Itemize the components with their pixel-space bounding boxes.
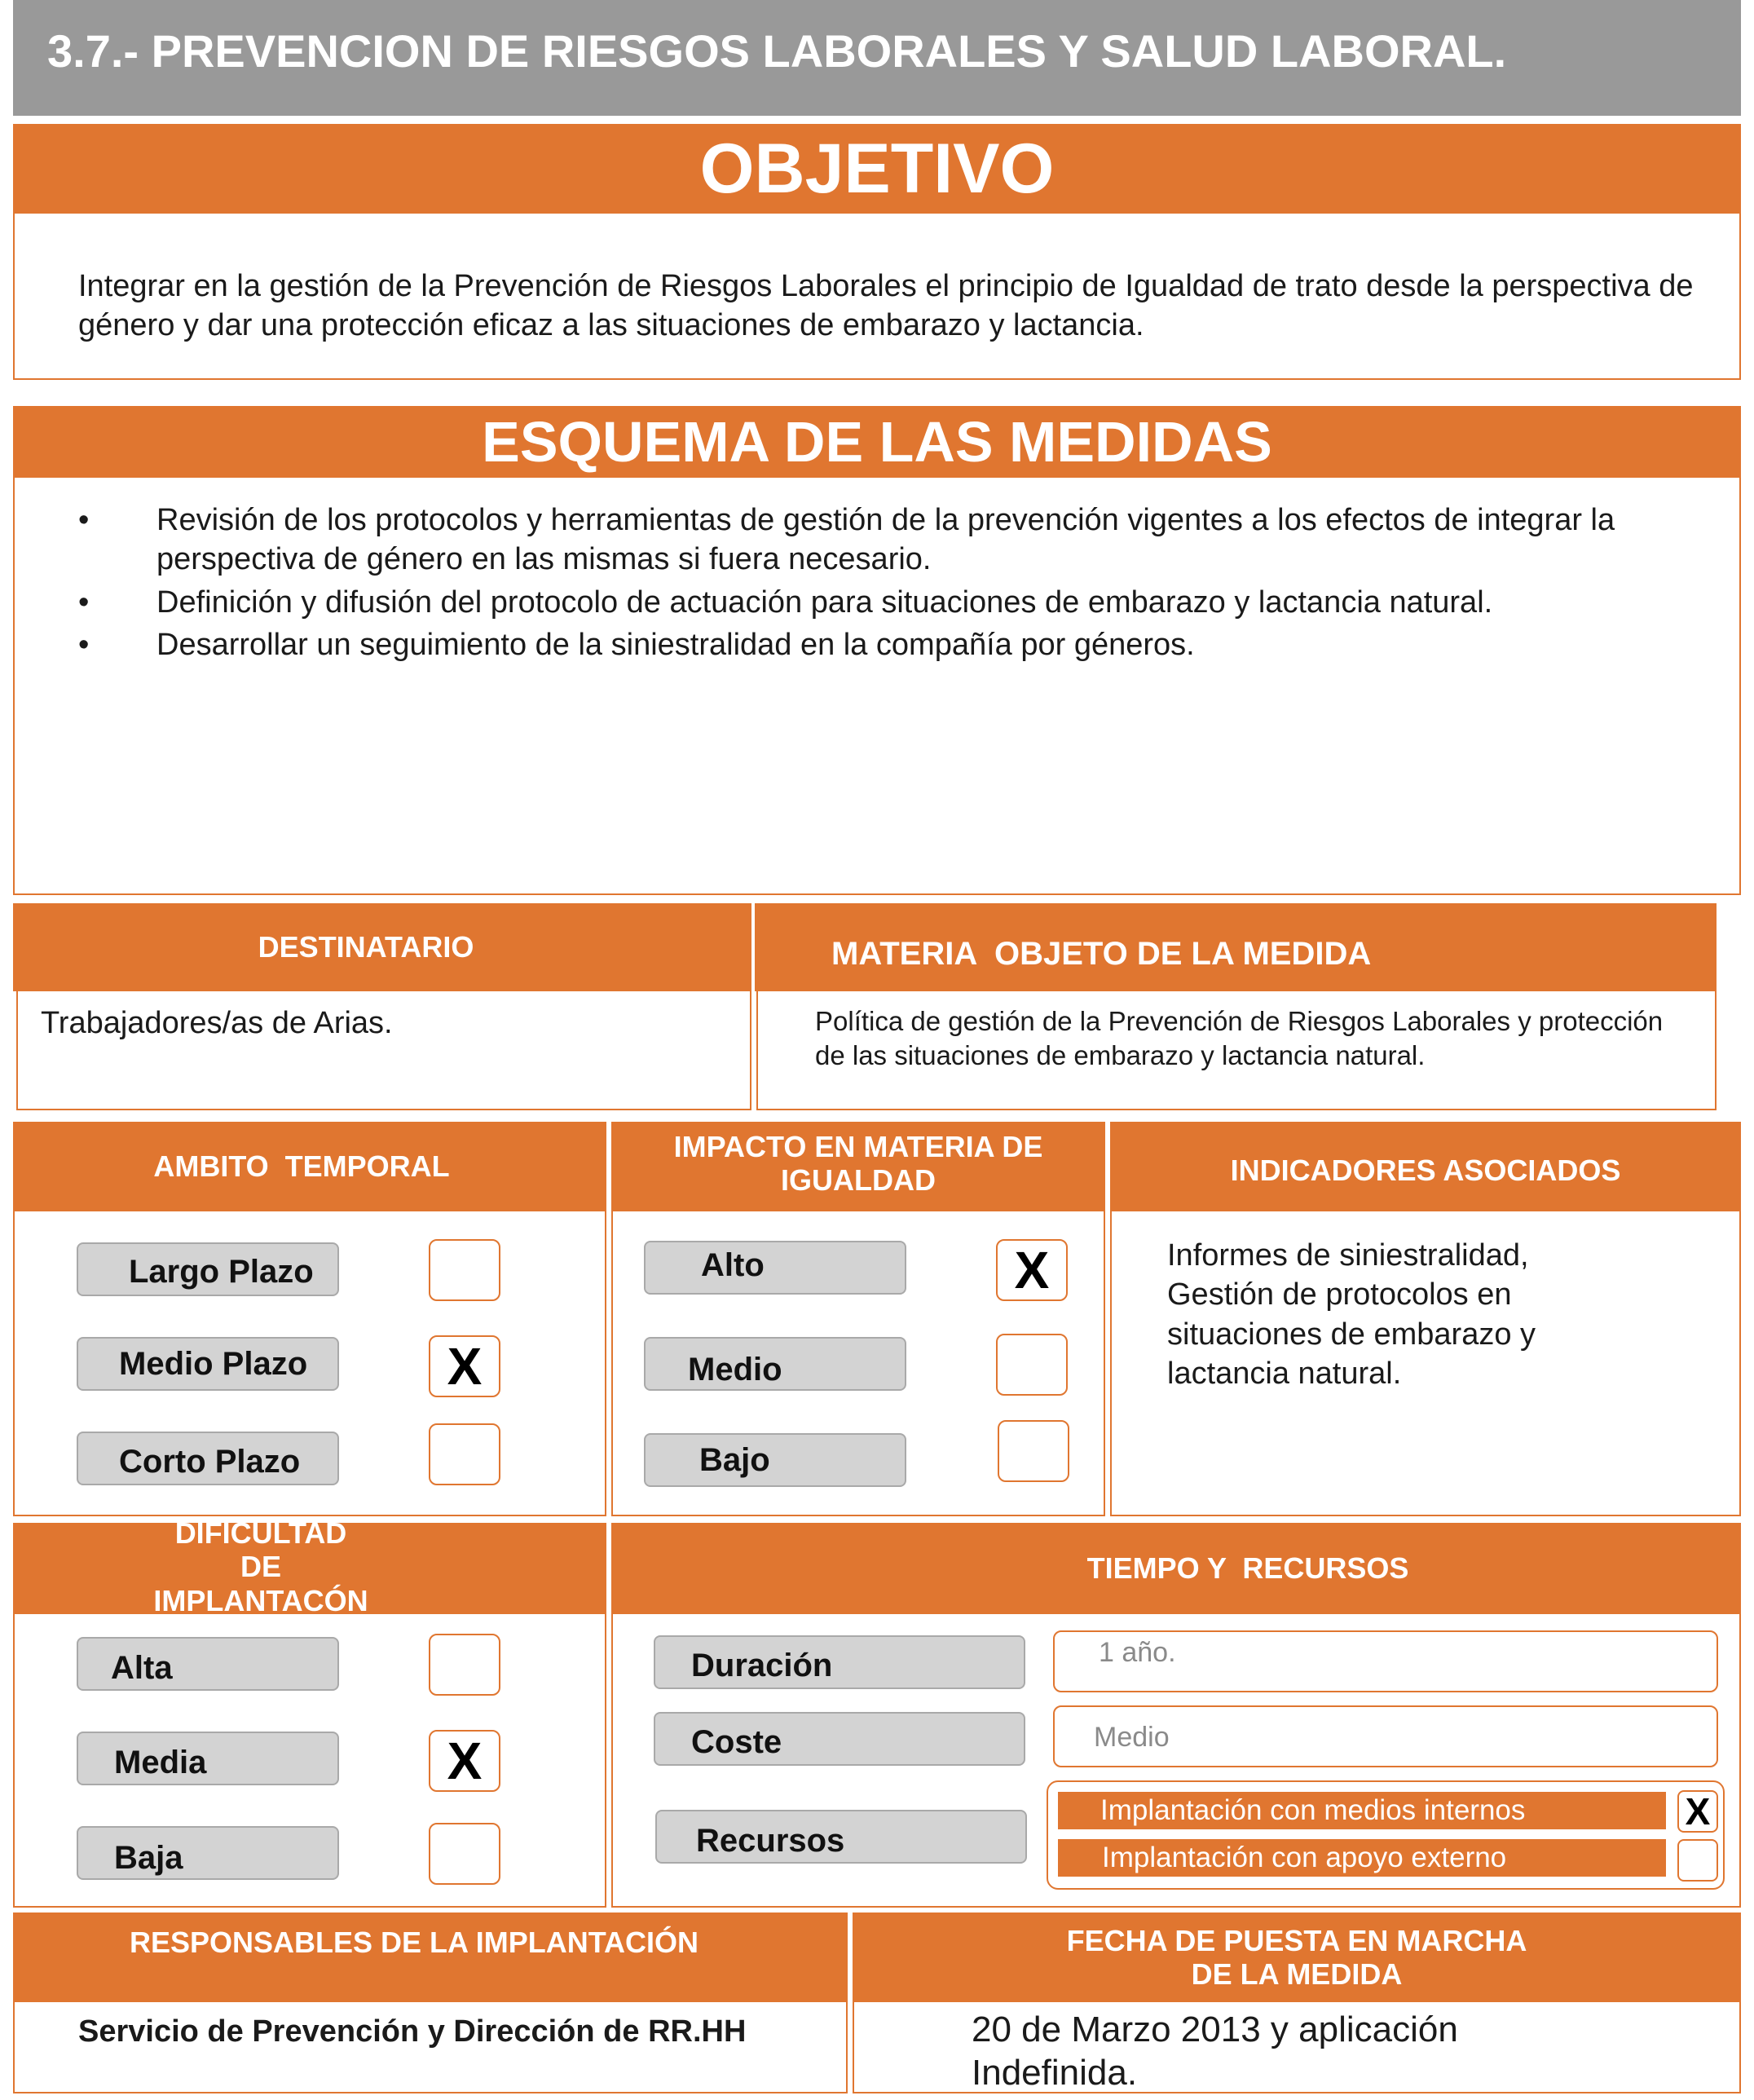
tiempo-header: TIEMPO Y RECURSOS [611,1523,1741,1614]
list-item: • Desarrollar un seguimiento de la siniestralidad en la compañía por géneros. [78,625,1692,664]
destinatario-header: DESTINATARIO [13,903,751,991]
ambito-checkbox-medio-plazo[interactable]: X [429,1335,500,1397]
objetivo-title: OBJETIVO [699,129,1055,208]
ambito-option-largo-plazo: Largo Plazo [77,1242,339,1296]
impacto-option-medio: Medio [644,1337,906,1391]
dificultad-option-baja: Baja [77,1826,339,1880]
materia-text: Política de gestión de la Prevención de Riesgos Laborales y protección de las situaciones de embarazo y lactancia natural. [815,1006,1664,1070]
impacto-checkbox-medio[interactable] [996,1334,1068,1396]
section-title: 3.7.- PREVENCION DE RIESGOS LABORALES Y SALUD LABORAL. [47,25,1507,77]
materia-header: MATERIA OBJETO DE LA MEDIDA [755,903,1717,991]
esquema-list [78,501,1692,664]
dificultad-checkbox-media[interactable]: X [429,1730,500,1792]
impacto-option-alto: Alto [644,1241,906,1295]
recursos-option-internos: Implantación con medios internos [1058,1792,1666,1829]
impacto-option-bajo: Bajo [644,1433,906,1487]
impacto-checkbox-alto[interactable]: X [996,1239,1068,1301]
coste-value-field: Medio [1053,1705,1718,1767]
impacto-header: IMPACTO EN MATERIA DE IGUALDAD [611,1122,1105,1211]
coste-label: Coste [654,1712,1025,1766]
ambito-checkbox-corto-plazo[interactable] [429,1423,500,1485]
indicadores-header: INDICADORES ASOCIADOS [1110,1122,1741,1211]
ambito-checkbox-largo-plazo[interactable] [429,1239,500,1301]
recursos-checkbox-internos[interactable]: X [1677,1790,1718,1833]
fecha-text: 20 de Marzo 2013 y aplicación Indefinida. [972,2010,1458,2093]
dificultad-option-alta: Alta [77,1637,339,1691]
dificultad-header: DIFICULTAD DE IMPLANTACÓN [13,1523,606,1614]
dificultad-checkbox-alta[interactable] [429,1634,500,1696]
responsables-text: Servicio de Prevención y Dirección de RR.HH [78,2014,747,2049]
section-title-bar [13,0,1741,116]
bullet-icon: • [78,585,90,620]
list-item: • Revisión de los protocolos y herramientas de gestión de la prevención vigentes a los efectos de integrar la perspectiva de género en las mismas si fuera necesario. [78,501,1692,580]
impacto-checkbox-bajo[interactable] [998,1420,1069,1482]
esquema-title: ESQUEMA DE LAS MEDIDAS [482,409,1272,474]
recursos-checkbox-externo[interactable] [1677,1839,1718,1882]
responsables-header: RESPONSABLES DE LA IMPLANTACIÓN [13,1912,848,2002]
objetivo-header [13,124,1741,214]
dificultad-checkbox-baja[interactable] [429,1823,500,1885]
bullet-icon: • [78,503,90,537]
duracion-label: Duración [654,1635,1025,1689]
ambito-header: AMBITO TEMPORAL [13,1122,606,1211]
recursos-label: Recursos [655,1810,1027,1864]
duracion-value-field: 1 año. [1053,1630,1718,1692]
dificultad-option-media: Media [77,1732,339,1785]
esquema-header [13,406,1741,478]
ambito-option-medio-plazo: Medio Plazo [77,1337,339,1391]
recursos-option-externo: Implantación con apoyo externo [1058,1839,1666,1877]
destinatario-text: Trabajadores/as de Arias. [41,1006,393,1040]
indicadores-text: Informes de siniestralidad, Gestión de protocolos en situaciones de embarazo y lactancia natural. [1167,1238,1536,1391]
ambito-option-corto-plazo: Corto Plazo [77,1432,339,1485]
fecha-header: FECHA DE PUESTA EN MARCHA DE LA MEDIDA [853,1912,1741,2002]
objetivo-text: Integrar en la gestión de la Prevención de Riesgos Laborales el principio de Igualdad de trato desde la perspectiva de género y dar una protección eficaz a las situaciones de embarazo y lactancia. [78,269,1694,342]
list-item: • Definición y difusión del protocolo de actuación para situaciones de embarazo y lactancia natural. [78,583,1692,622]
bullet-icon: • [78,627,90,662]
